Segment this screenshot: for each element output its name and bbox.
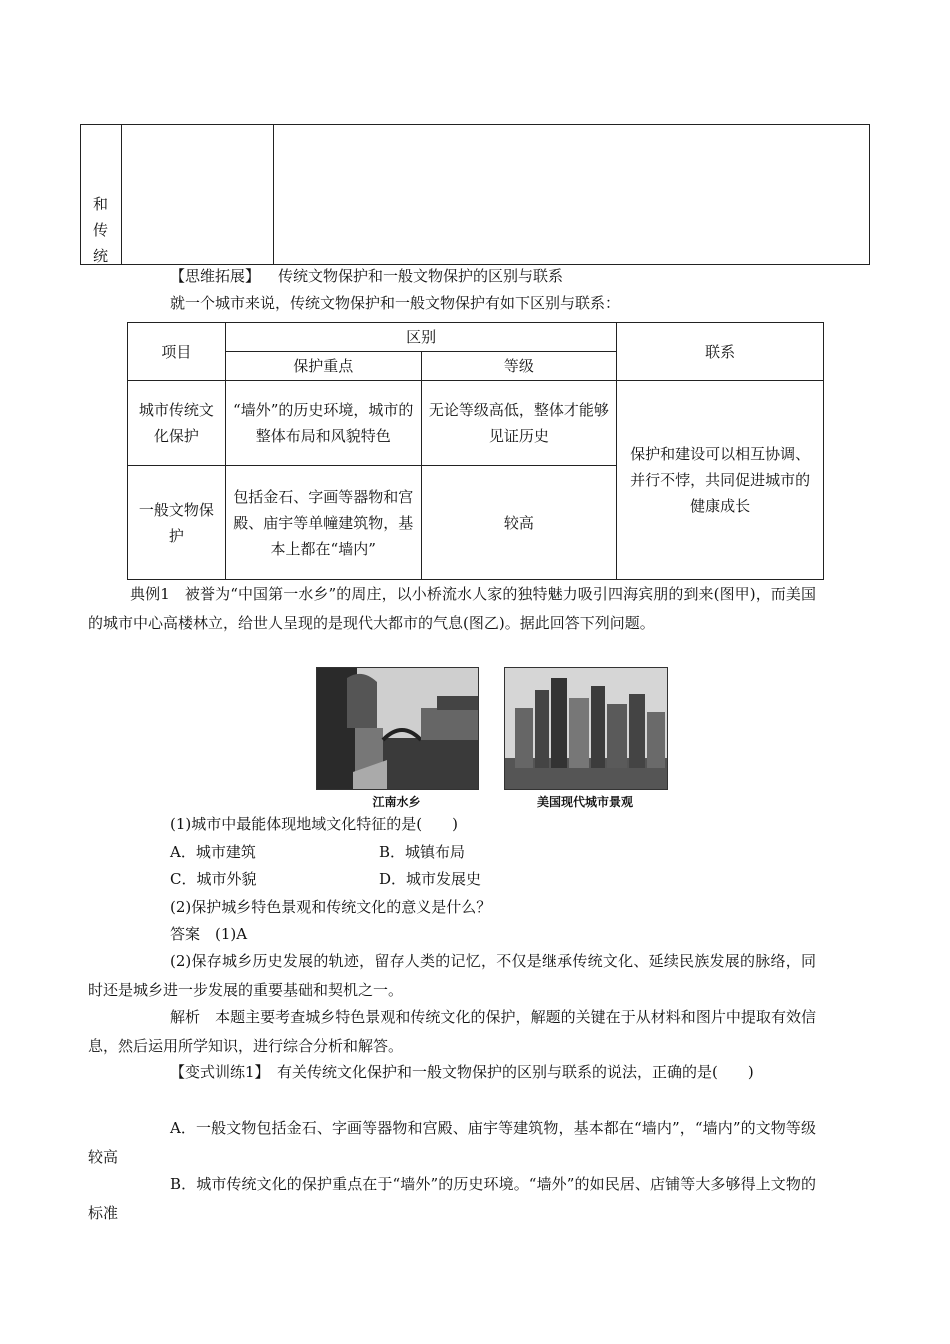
think-ext-heading (170, 263, 563, 289)
row-item: 城市传统文化保护 (128, 381, 226, 466)
vertical-char: 传 (93, 221, 109, 239)
header-relation: 联系 (617, 323, 824, 381)
top-table-col-1 (81, 125, 122, 264)
option-b: B．城镇布局 (379, 843, 466, 861)
example1-text: 典例1 被誉为“中国第一水乡”的周庄，以小桥流水人家的独特魅力吸引四海宾朋的到来(图甲)，而美国的城市中心高楼林立，给世人呈现的是现代大都市的气息(图乙)。据此回答下列问题。 (88, 585, 816, 632)
row-focus: 包括金石、字画等器物和宫殿、庙宇等单幢建筑物，基本上都在“墙内” (225, 466, 421, 580)
option-c: C．城市外貌 (170, 870, 257, 888)
analysis: 解析 本题主要考查城乡特色景观和传统文化的保护，解题的关键在于从材料和图片中提取有效信息，然后运用所学知识，进行综合分析和解答。 (88, 1008, 816, 1055)
think-ext-label: 【思维拓展】 (170, 267, 261, 285)
variant-option-b: B．城市传统文化的保护重点在于“墙外”的历史环境。“墙外”的如民居、店铺等大多够得上文物的标准 (88, 1175, 816, 1222)
vertical-text (93, 191, 108, 269)
think-ext-intro: 就一个城市来说，传统文物保护和一般文物保护有如下区别与联系： (170, 294, 621, 312)
row-grade: 无论等级高低，整体才能够见证历史 (421, 381, 617, 466)
variant-option-a: A．一般文物包括金石、字画等器物和宫殿、庙宇等建筑物，基本都在“墙内”，“墙内”的文物等级较高 (88, 1119, 816, 1166)
vertical-char: 和 (93, 195, 109, 213)
answer-1: 答案 (1)A (170, 925, 248, 943)
header-item: 项目 (128, 323, 226, 381)
option-d: D．城市发展史 (379, 870, 482, 888)
think-ext-title: 传统文物保护和一般文物保护的区别与联系 (278, 267, 564, 285)
comparison-table (127, 322, 824, 580)
header-grade: 等级 (421, 352, 617, 381)
header-diff: 区别 (225, 323, 616, 352)
water-town-photo (316, 667, 479, 790)
header-focus: 保护重点 (225, 352, 421, 381)
photo-caption: 江南水乡 (372, 795, 421, 809)
row-focus: “墙外”的历史环境，城市的整体布局和风貌特色 (225, 381, 421, 466)
question-2: (2)保护城乡特色景观和传统文化的意义是什么？ (170, 898, 492, 916)
variant-stem: 【变式训练1】 有关传统文化保护和一般文物保护的区别与联系的说法，正确的是( ) (170, 1063, 754, 1081)
row-grade: 较高 (421, 466, 617, 580)
answer-2: (2)保存城乡历史发展的轨迹，留存人类的记忆，不仅是继承传统文化、延续民族发展的脉络，同时还是城乡进一步发展的重要基础和契机之一。 (88, 952, 816, 999)
relation-cell: 保护和建设可以相互协调、并行不悖，共同促进城市的健康成长 (617, 381, 824, 580)
question-1: (1)城市中最能体现地域文化特征的是( ) (170, 815, 458, 833)
top-partial-table (80, 124, 870, 265)
row-item: 一般文物保护 (128, 466, 226, 580)
photo-caption: 美国现代城市景观 (536, 795, 633, 809)
top-table-col-2 (121, 125, 274, 264)
vertical-char: 统 (93, 247, 109, 265)
option-a: A．城市建筑 (170, 843, 256, 861)
city-skyline-photo (504, 667, 668, 790)
